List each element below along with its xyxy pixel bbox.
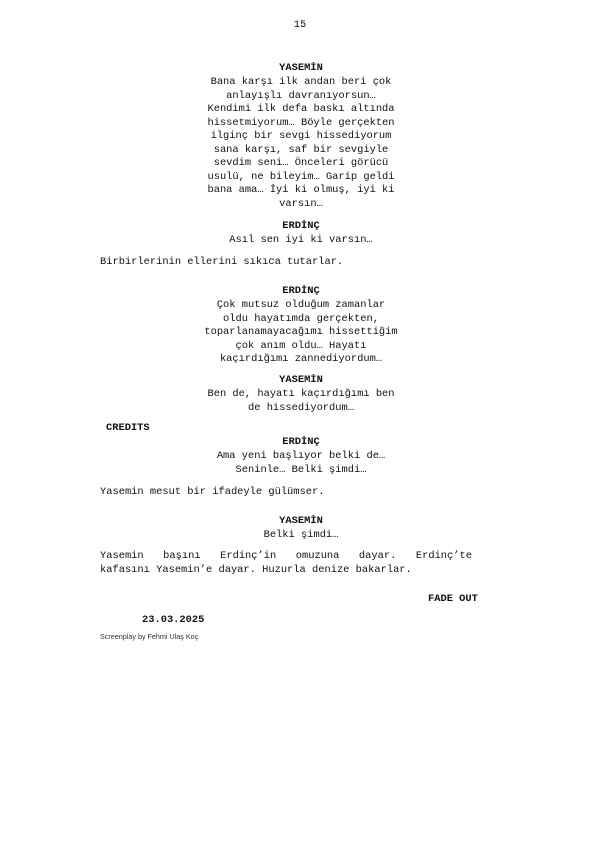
- dialogue-line: Kendimi ilk defa baskı altında: [207, 103, 395, 115]
- dialogue: [174, 76, 428, 211]
- character-name: ERDİNÇ: [282, 285, 320, 297]
- dialogue: [174, 529, 428, 543]
- character-name: YASEMİN: [279, 374, 323, 386]
- character-name: YASEMİN: [279, 515, 323, 527]
- action-line: kafasını Yasemin’e dayar. Huzurla denize bakarlar.: [100, 563, 412, 576]
- dialogue-line: hissetmiyorum… Böyle gerçekten: [207, 116, 395, 129]
- dialogue: [174, 234, 428, 248]
- page-number: 15: [293, 19, 307, 31]
- fade-out-transition: FADE OUT: [428, 593, 478, 605]
- dialogue-line: Belki şimdi…: [263, 529, 339, 541]
- dialogue: [174, 450, 428, 477]
- dialogue-line: bana ama… İyi ki olmuş, iyi ki: [207, 184, 395, 196]
- action-paragraph: [100, 550, 472, 577]
- action-line: Birbirlerinin ellerini sıkıca tutarlar.: [100, 256, 344, 268]
- dialogue-line: Ben de, hayatı kaçırdığımı ben: [207, 388, 395, 400]
- dialogue-line: varsın…: [279, 197, 323, 210]
- dialogue-line: sevdim seni… Önceleri görücü: [213, 157, 389, 169]
- credits-transition: CREDITS: [106, 422, 150, 434]
- dialogue: [174, 299, 428, 367]
- dialogue-line: usulü, ne bileyim… Garip geldi: [207, 170, 395, 183]
- dialogue-line: Ama yeni başlıyor belki de…: [216, 450, 386, 462]
- dialogue-line: Bana karşı ilk andan beri çok: [210, 76, 392, 88]
- dialogue-line: Seninle… Belki şimdi…: [235, 463, 367, 476]
- date: 23.03.2025: [142, 614, 205, 626]
- character-name: YASEMİN: [279, 62, 323, 74]
- dialogue-line: oldu hayatımda gerçekten,: [223, 312, 379, 325]
- action-line: Yasemin başını Erdinç’in omuzuna dayar. Erdinç’te: [100, 550, 472, 562]
- screenplay-credit: Screenplay by Fehmi Ulaş Koç: [100, 632, 199, 641]
- dialogue-line: kaçırdığımı zannediyordum…: [219, 353, 383, 365]
- character-name: ERDİNÇ: [282, 220, 320, 232]
- dialogue-line: toparlanamayacağımı hissettiğim: [204, 326, 398, 338]
- character-name: ERDİNÇ: [282, 436, 320, 448]
- dialogue-line: ilginç bir sevgi hissediyorum: [210, 130, 392, 142]
- dialogue-line: sana karşı, saf bir sevgiyle: [213, 143, 389, 156]
- dialogue-line: de hissediyordum…: [247, 401, 354, 414]
- dialogue-line: Asıl sen iyi ki varsın…: [229, 234, 373, 246]
- dialogue-line: anlayışlı davranıyorsun…: [226, 89, 376, 102]
- dialogue: [174, 388, 428, 415]
- action-line: Yasemin mesut bir ifadeyle gülümser.: [100, 486, 325, 498]
- dialogue-line: çok anım oldu… Hayatı: [235, 339, 367, 352]
- dialogue-line: Çok mutsuz olduğum zamanlar: [216, 299, 386, 311]
